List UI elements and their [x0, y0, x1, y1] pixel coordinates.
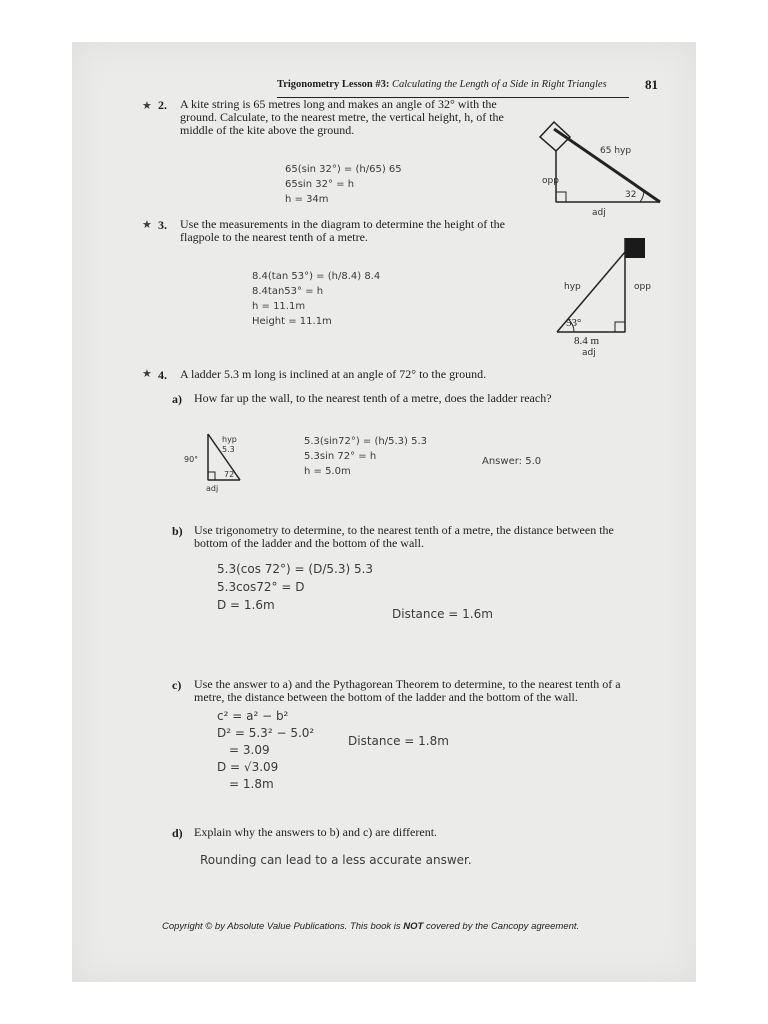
part-b-answer: Distance = 1.6m	[392, 607, 493, 621]
work-line: D = √3.09	[217, 760, 279, 774]
part-d-text: Explain why the answers to b) and c) are different.	[194, 825, 438, 839]
hyp-label: hyp	[564, 282, 581, 292]
work-line: 8.4tan53° = h	[252, 286, 324, 297]
page-number: 81	[645, 77, 658, 92]
lesson-title: Trigonometry Lesson #3:	[277, 79, 390, 90]
side-label: 90°	[184, 455, 199, 464]
worksheet-page	[72, 42, 696, 982]
part-a-answer: Answer: 5.0	[482, 456, 542, 467]
angle-label: 72	[224, 470, 235, 479]
text-line: Use the answer to a) and the Pythagorean Theorem to determine, to the nearest tenth of a	[194, 677, 621, 691]
right-angle-marker	[556, 192, 566, 202]
copyright-text: Copyright © by Absolute Value Publications. This book is	[162, 921, 404, 932]
part-b-work	[217, 560, 373, 614]
hyp-label: hyp	[222, 435, 237, 444]
work-line: h = 11.1m	[252, 301, 306, 312]
flag	[625, 238, 645, 258]
question-number: 4.	[158, 368, 167, 382]
angle-label: 53°	[566, 317, 582, 329]
question-2-work	[285, 162, 402, 207]
opp-label: opp	[542, 176, 559, 186]
work-line: 65(sin 32°) = (h/65) 65	[285, 164, 402, 175]
work-line: 8.4(tan 53°) = (h/8.4) 8.4	[252, 271, 381, 282]
work-line: c² = a² − b²	[217, 709, 289, 723]
text-line: Use trigonometry to determine, to the nearest tenth of a metre, the distance between the	[194, 523, 614, 537]
adj-label: adj	[582, 348, 596, 358]
work-line: h = 5.0m	[304, 466, 351, 477]
part-a-text: How far up the wall, to the nearest tenth of a metre, does the ladder reach?	[194, 391, 552, 405]
work-line: 5.3sin 72° = h	[304, 451, 377, 462]
work-line: D = 1.6m	[217, 598, 275, 612]
page-header	[277, 79, 607, 90]
text-line: middle of the kite above the ground.	[180, 123, 355, 137]
opp-label: opp	[634, 282, 651, 292]
work-line: 5.3(sin72°) = (h/5.3) 5.3	[304, 436, 427, 447]
text-line: bottom of the ladder and the bottom of the wall.	[194, 536, 424, 550]
hyp-value-label: 5.3	[222, 445, 235, 454]
part-letter: d)	[172, 826, 183, 840]
adj-label: adj	[206, 484, 219, 493]
work-line: 65sin 32° = h	[285, 179, 355, 190]
adj-label: adj	[592, 208, 606, 218]
star-marker: ★	[142, 99, 152, 112]
part-c-text	[194, 678, 621, 704]
part-a-work	[304, 434, 427, 479]
part-c-work	[217, 708, 314, 793]
text-line: A kite string is 65 metres long and makes an angle of 32° with the	[180, 97, 497, 111]
work-line: D² = 5.3² − 5.0²	[217, 726, 315, 740]
question-3-work	[252, 269, 380, 329]
work-line: h = 34m	[285, 194, 329, 205]
work-line: = 1.8m	[229, 777, 274, 791]
text-line: metre, the distance between the bottom of the ladder and the bottom of the wall.	[194, 690, 578, 704]
work-line: 5.3(cos 72°) = (D/5.3) 5.3	[217, 562, 374, 576]
text-line: Use the measurements in the diagram to determine the height of the	[180, 217, 505, 231]
work-line: Height = 11.1m	[252, 316, 332, 327]
base-label: 8.4 m	[574, 335, 600, 347]
text-line: ground. Calculate, to the nearest metre, the vertical height, h, of the	[180, 110, 504, 124]
work-line: = 3.09	[229, 743, 270, 757]
right-angle-marker	[615, 322, 625, 332]
angle-label: 32	[625, 190, 637, 200]
question-number: 2.	[158, 98, 167, 112]
copyright-text: covered by the Cancopy agreement.	[423, 921, 580, 932]
question-3-text	[180, 218, 540, 244]
part-letter: c)	[172, 678, 182, 692]
part-c-answer: Distance = 1.8m	[348, 734, 449, 748]
angle-arc	[640, 191, 644, 202]
question-4-stem: A ladder 5.3 m long is inclined at an angle of 72° to the ground.	[180, 367, 487, 381]
text-line: flagpole to the nearest tenth of a metre.	[180, 230, 368, 244]
right-angle-marker	[208, 472, 215, 480]
question-2-text	[180, 98, 540, 137]
star-marker: ★	[142, 367, 152, 380]
copyright-notice	[162, 921, 579, 932]
work-line: 5.3cos72° = D	[217, 580, 305, 594]
part-d-answer: Rounding can lead to a less accurate answer.	[200, 853, 472, 867]
question-number: 3.	[158, 218, 167, 232]
part-letter: b)	[172, 524, 183, 538]
star-marker: ★	[142, 218, 152, 231]
lesson-subtitle: Calculating the Length of a Side in Right Triangles	[392, 79, 607, 90]
part-letter: a)	[172, 392, 182, 406]
copyright-emphasis: NOT	[403, 921, 424, 932]
hyp-label: 65 hyp	[600, 146, 632, 156]
part-b-text	[194, 524, 614, 550]
